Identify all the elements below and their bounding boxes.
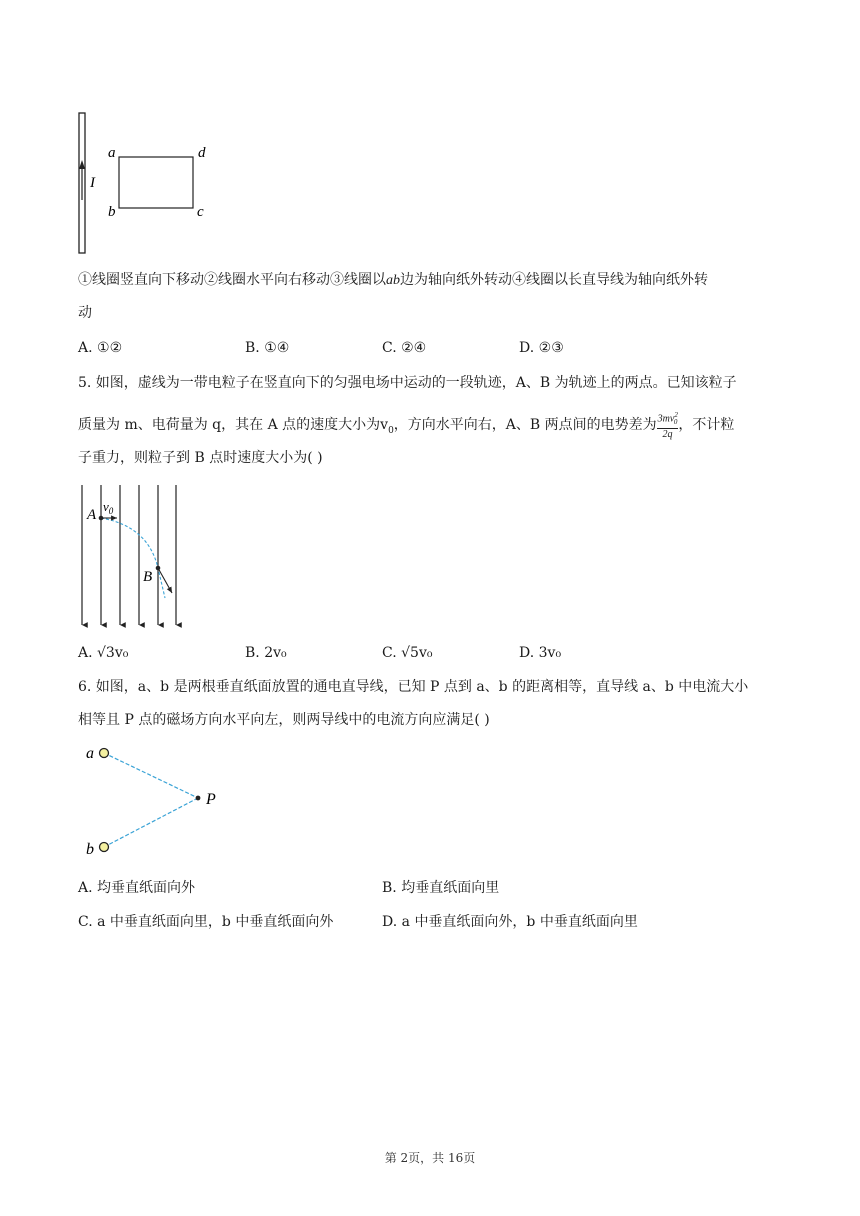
- label-b: b: [108, 204, 116, 220]
- label-v0: $v_0$: [103, 499, 114, 516]
- point-A: [99, 516, 104, 521]
- q6-line2: 相等且 P 点的磁场方向水平向左，则两导线中的电流方向应满足( ): [78, 712, 490, 728]
- label-c: c: [197, 204, 204, 220]
- page-footer: 第 2页，共 16页: [384, 1151, 476, 1165]
- figure-two-wires: [80, 740, 230, 860]
- wire-b: [100, 843, 109, 852]
- q6-option-d[interactable]: D. a 中垂直纸面向外，b 中垂直纸面向里: [382, 914, 638, 930]
- velocity-b-arrow: [158, 568, 172, 593]
- q5-option-c[interactable]: C. √5v₀: [382, 645, 433, 661]
- q6-option-c[interactable]: C. a 中垂直纸面向里，b 中垂直纸面向外: [78, 914, 334, 930]
- q6-option-a[interactable]: A. 均垂直纸面向外: [78, 880, 196, 896]
- trajectory-dashed: [101, 518, 165, 598]
- q5-option-d[interactable]: D. 3v₀: [519, 645, 562, 661]
- label-b: b: [86, 841, 94, 858]
- label-a: a: [86, 745, 94, 762]
- dash-b-P: [104, 798, 198, 847]
- coil-rect: [119, 157, 193, 208]
- label-d: d: [198, 145, 206, 161]
- q4-option-c[interactable]: C. ②④: [382, 340, 427, 356]
- label-B: B: [143, 569, 153, 585]
- wire-a: [100, 749, 109, 758]
- label-a: a: [108, 145, 116, 161]
- figure-electric-field: [70, 480, 190, 632]
- q5-option-a[interactable]: A. √3v₀: [78, 645, 129, 661]
- label-P: P: [206, 791, 216, 808]
- q6-option-b[interactable]: B. 均垂直纸面向里: [382, 880, 500, 896]
- point-P: [196, 796, 201, 801]
- q4-option-b[interactable]: B. ①④: [245, 340, 290, 356]
- q5-line2: 质量为 m、电荷量为 q，其在 A 点的速度大小为$v_0$，方向水平向右，A、B 两点间的电势差为 $\frac{3mv^2_0}{2q}$ ，不计粒: [78, 411, 735, 441]
- label-A: A: [87, 507, 97, 523]
- q5-line1: 5. 如图，虚线为一带电粒子在竖直向下的匀强电场中运动的一段轨迹，A、B 为轨迹上的两点。已知该粒子: [78, 375, 737, 391]
- q4-statement-line1: ①线圈竖直向下移动②线圈水平向右移动③线圈以ab边为轴向纸外转动④线圈以长直导线为轴向纸外转: [78, 272, 708, 288]
- q6-line1: 6. 如图，a、b 是两根垂直纸面放置的通电直导线，已知 P 点到 a、b 的距离相等，直导线 a、b 中电流大小: [78, 679, 749, 695]
- dash-a-P: [104, 753, 198, 798]
- point-B: [156, 566, 161, 571]
- potential-fraction: $\frac{3mv^2_0}{2q}$: [657, 411, 678, 441]
- current-arrowhead: [79, 160, 85, 169]
- q4-option-d[interactable]: D. ②③: [519, 340, 564, 356]
- figure-wire-coil: [70, 105, 220, 260]
- q4-option-a[interactable]: A. ①②: [78, 340, 123, 356]
- q5-line3: 子重力，则粒子到 B 点时速度大小为( ): [78, 450, 323, 466]
- label-I: I: [90, 175, 95, 191]
- q5-option-b[interactable]: B. 2v₀: [245, 645, 287, 661]
- q4-statement-line2: 动: [78, 305, 92, 321]
